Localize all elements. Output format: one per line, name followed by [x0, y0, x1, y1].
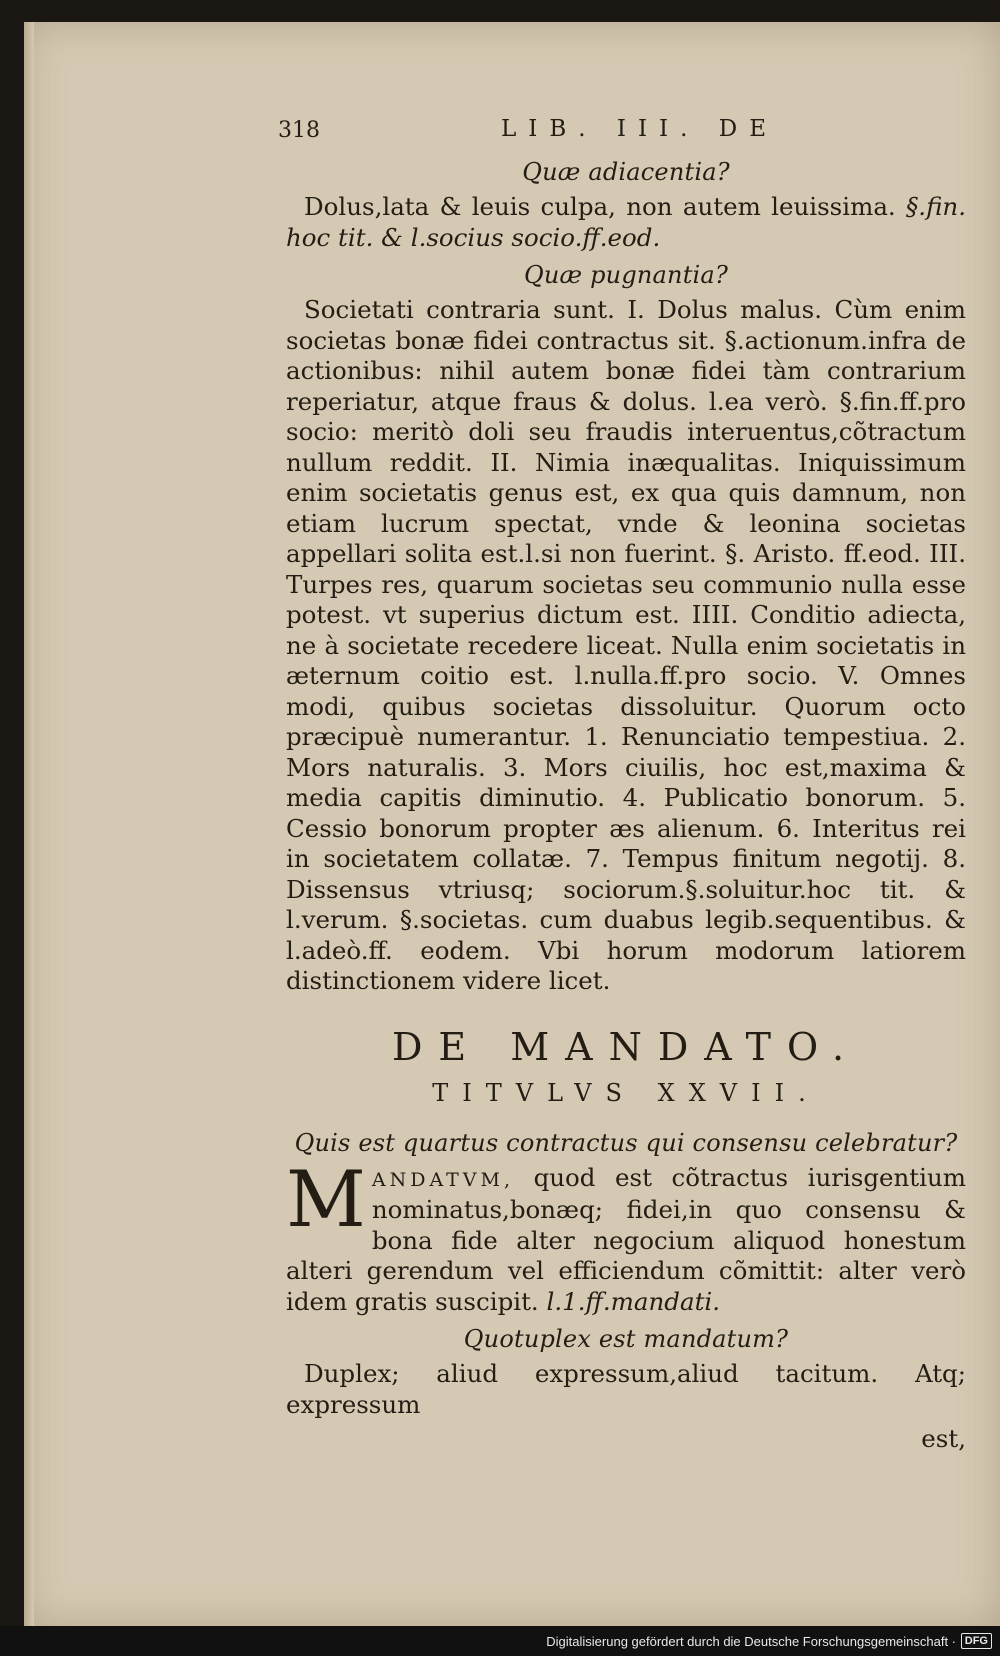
answer-quotuplex: Duplex; aliud expressum,aliud tacitum. Atq; expressum [286, 1359, 966, 1419]
answer-mandatum-ref: l.1.ff.mandati. [546, 1286, 721, 1316]
text-block [278, 114, 966, 1453]
answer-mandatum [286, 1154, 966, 1318]
question-pugnantia: Quæ pugnantia? [523, 261, 729, 289]
book-page [24, 22, 1000, 1626]
answer-adiacentia [286, 192, 966, 253]
answer-mandatum-text: quod est cõtractus iurisgentium nominatus,bonæq; fidei,in quo consensu & bona fide alter negocium aliquod honestum alteri gerendum vel efficiendum cõmittit: alter verò idem gratis suscipit. [286, 1162, 966, 1316]
answer-adiacentia-text: Dolus,lata & leuis culpa, non autem leuissima. [304, 192, 896, 221]
page-edge-shadow [24, 22, 34, 1626]
question-adiacentia: Quæ adiacentia? [522, 158, 730, 186]
small-caps-word: ANDATVM, [371, 1168, 515, 1191]
question-quartus-contractus: Quis est quartus contractus qui consensu celebratur? [294, 1128, 958, 1157]
footer-credit: Digitalisierung gefördert durch die Deutsche Forschungsgemeinschaft · [546, 1634, 956, 1649]
catchword: est, [921, 1424, 966, 1453]
running-head [278, 114, 966, 154]
running-title: LIB. III. DE [501, 116, 778, 142]
title-number: TITVLVS XXVII. [432, 1078, 820, 1107]
dfg-logo: DFG [961, 1633, 992, 1649]
page-number: 318 [278, 118, 320, 143]
question-quotuplex: Quotuplex est mandatum? [463, 1325, 789, 1353]
footer-bar [0, 1626, 1000, 1656]
answer-adiacentia-ref: §.fin. hoc tit. & l.socius socio.ff.eod. [286, 192, 966, 252]
chapter-heading: DE MANDATO. [391, 1024, 861, 1069]
answer-pugnantia: Societati contraria sunt. I. Dolus malus. Cùm enim societas bonæ fidei contractus sit. §.actionum.infra de actionibus: nihil autem bonæ fidei tàm contrarium reperiatur, atque fraus & dolus. l.ea verò. §.fin.ff.pro socio: meritò doli seu fraudis interuentus,cõtractum nullum reddit. II. Nimia inæqualitas. Iniquissimum enim societatis genus est, ex qua quis damnum, non etiam lucrum spectat, vnde & leonina societas appellari solita est.l.si non fuerint. §. Aristo. ff.eod. III. Turpes res, quarum societas seu communio nulla esse potest. vt superius dictum est. IIII. Conditio adiecta, ne à societate recedere liceat. Nulla enim societatis in æternum coitio est. l.nulla.ff.pro socio. V. Omnes modi, quibus societas dissoluitur. Quorum octo præcipuè numerantur. 1. Renunciatio tempestiua. 2. Mors naturalis. 3. Mors ciuilis, hoc est,maxima & media capitis diminutio. 4. Publicatio bonorum. 5. Cessio bonorum propter æs alienum. 6. Interitus rei in societatem collatæ. 7. Tempus finitum negotij. 8. Dissensus vtriusq; sociorum.§.soluitur.hoc tit. & l.verum. §.societas. cum duabus legib.sequentibus. & l.adeò.ff. eodem. Vbi horum modorum latiorem distinctionem videre licet. [286, 295, 966, 995]
drop-capital: M [286, 1154, 366, 1245]
